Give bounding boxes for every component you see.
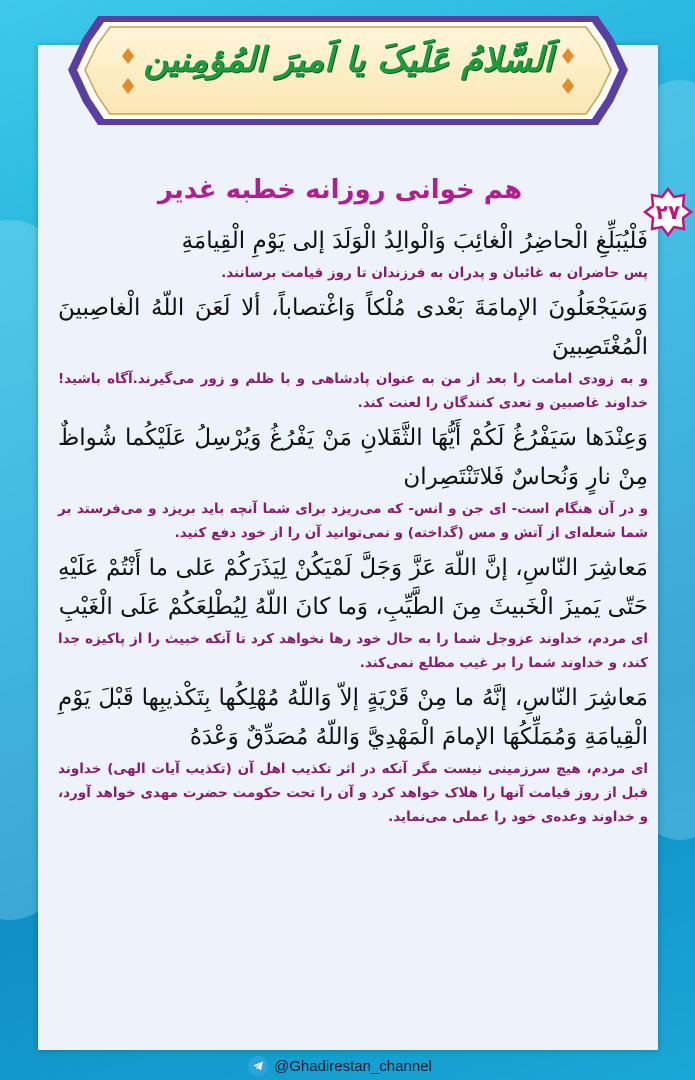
page-subtitle: هم خوانی روزانه خطبه غدیر: [157, 175, 523, 205]
header-banner: [68, 8, 628, 133]
page-number: ۲۷: [655, 200, 681, 224]
page-number-badge: [643, 187, 693, 237]
persian-translation: و در آن هنگام است- ای جن و انس- که می‌ریزد برای شما آنچه باید بریزد و می‌فرستد بر شما شعله‌ای از آتش و مس (گداخته) و نمی‌توانید آن را از خود دفع کنید.: [58, 501, 648, 541]
persian-translation: پس حاضران به غائبان و پدران به فرزندان تا روز قیامت برسانند.: [221, 265, 648, 281]
arabic-text: مَعاشِرَ النّاسِ، إنَّ اللّهَ عَزَّ وَجَلَّ لَمْيَكُنْ لِيَذَرَكُمْ عَلى ما أَنْتُمْ عَلَيْهِ حَتّى يَميزَ الْخَبيثَ مِنَ الطَّيِّبِ، وَما كانَ اللّهُ لِيُطْلِعَكُمْ عَلَى الْغَيْبِ: [58, 555, 648, 620]
arabic-text: فَلْيُبَلِّغِ الْحاضِرُ الْغائِبَ وَالْوالِدُ الْوَلَدَ إلى يَوْمِ الْقِيامَةِ: [181, 228, 648, 254]
arabic-text: مَعاشِرَ النّاسِ، إنَّهُ ما مِنْ قَرْيَةٍ إلاّ وَاللّهُ مُهْلِكُها بِتَكْذيبِها قَبْلَ يَوْمِ الْقِيامَةِ وَمُمَلِّكُهَا الإمامَ الْمَهْدِيَّ وَاللّهُ مُصَدِّقٌ وَعْدَهُ: [58, 685, 648, 750]
persian-translation: ای مردم، خداوند عزوجل شما را به حال خود رها نخواهد کرد تا آنکه خبیث را از پاکیزه جدا کند، و خداوند شما را بر غیب مطلع نمی‌کند.: [58, 631, 648, 671]
telegram-icon: [248, 1056, 268, 1076]
persian-translation: و به زودی امامت را بعد از من به عنوان پادشاهی و با ظلم و زور می‌گیرند.آگاه باشید! خداوند غاصبین و تعدی کنندگان را لعنت کند.: [58, 371, 648, 411]
header-title: اَلسَّلامُ عَلَیکَ یا اَمیرَ المُؤمِنین: [143, 40, 553, 80]
sermon-content: [58, 222, 648, 833]
arabic-text: وَعِنْدَها سَيَفْرُغُ لَكُمْ أَيُّهَا الثَّقَلانِ مَنْ يَفْرُغُ وَيُرْسِلُ عَلَيْكُما شُواظٌ مِنْ نارٍ وَنُحاسٌ فَلاتَنْتَصِران: [58, 425, 648, 490]
channel-handle[interactable]: @Ghadirestan_channel: [274, 1057, 432, 1075]
persian-translation: ای مردم، هیچ سرزمینی نیست مگر آنکه در اثر تکذیب اهل آن (تکذیب آیات الهی) خداوند قبل از روز قیامت آنها را هلاک خواهد کرد و آن را تحت حکومت حضرت مهدی خواهد آورد، و خداوند وعده‌ی خود را عملی می‌نماید.: [58, 761, 648, 825]
arabic-text: وَسَيَجْعَلُونَ الإمامَةَ بَعْدى مُلْكاً وَاغْتصاباً، ألا لَعَنَ اللّهُ الْغاصِبينَ الْمُغْتَصِبينَ: [58, 295, 648, 360]
channel-footer[interactable]: [248, 1054, 432, 1078]
